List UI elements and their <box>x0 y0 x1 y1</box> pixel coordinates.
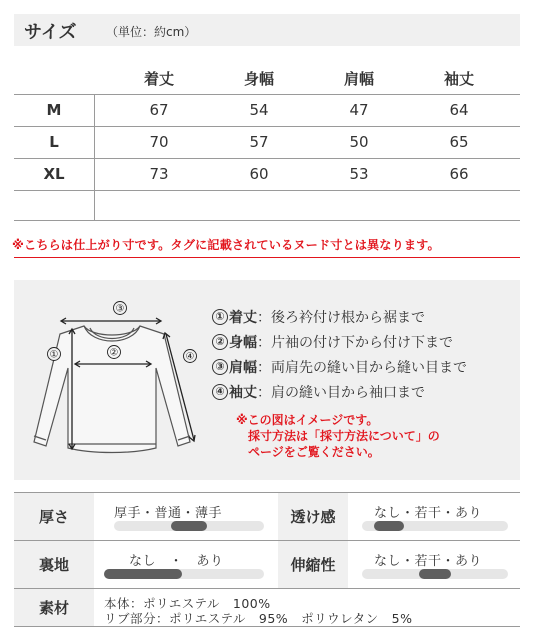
measurement-diagram-panel <box>14 280 520 480</box>
legend-label: 身幅 <box>229 334 257 351</box>
red-underline <box>14 257 520 258</box>
table-divider <box>14 190 520 191</box>
legend-desc: ：後ろ衿付け根から裾まで <box>257 309 425 326</box>
stretch-label: 伸縮性 <box>278 541 348 588</box>
legend-desc: ：片袖の付け下から付け下まで <box>257 334 453 351</box>
finished-size-note: ※こちらは仕上がり寸です。タグに記載されているヌード寸とは異なります。 <box>12 238 440 252</box>
table-column-divider <box>94 94 95 220</box>
stretch-indicator <box>419 569 451 579</box>
material-line: 本体：ポリエステル 100% <box>104 596 271 611</box>
marker-2: ② <box>109 347 119 359</box>
diagram-note-line: ※この図はイメージです。 <box>236 413 379 427</box>
diagram-note <box>236 412 440 460</box>
row-size-label: M <box>46 101 62 119</box>
table-cell: 65 <box>449 133 469 151</box>
shirt-illustration <box>32 294 202 464</box>
table-cell: 67 <box>149 101 169 119</box>
transparency-label: 透け感 <box>278 493 348 540</box>
table-cell: 60 <box>249 165 269 183</box>
table-divider <box>14 626 520 627</box>
transparency-indicator <box>374 521 404 531</box>
marker-3: ③ <box>115 303 125 315</box>
lining-label: 裏地 <box>14 541 94 588</box>
lining-indicator <box>104 569 182 579</box>
legend-desc: ：両肩先の縫い目から縫い目まで <box>257 359 467 376</box>
table-cell: 66 <box>449 165 469 183</box>
table-cell: 73 <box>149 165 169 183</box>
legend-item-shoulder <box>212 354 467 379</box>
table-cell: 54 <box>249 101 269 119</box>
row-size-label: XL <box>43 165 65 183</box>
size-title-bar <box>14 14 520 46</box>
lining-options: なし ・ あり <box>129 554 224 569</box>
legend-desc: ：肩の縫い目から袖口まで <box>257 384 425 401</box>
header-length: 着丈 <box>143 70 174 88</box>
table-cell: 50 <box>349 133 369 151</box>
legend-number: ① <box>212 309 228 325</box>
material-label: 素材 <box>14 589 94 626</box>
legend-label: 着丈 <box>229 309 257 326</box>
legend-label: 肩幅 <box>229 359 257 376</box>
table-divider <box>14 94 520 95</box>
stretch-options: なし・若干・あり <box>374 554 483 569</box>
material-text <box>104 596 413 626</box>
table-divider <box>14 220 520 221</box>
transparency-options: なし・若干・あり <box>374 506 483 521</box>
marker-1: ① <box>49 349 59 361</box>
table-cell: 47 <box>349 101 369 119</box>
thickness-options: 厚手・普通・薄手 <box>114 506 223 521</box>
header-shoulder: 肩幅 <box>343 70 374 88</box>
legend-number: ③ <box>212 359 228 375</box>
table-cell: 70 <box>149 133 169 151</box>
thickness-indicator <box>171 521 207 531</box>
table-cell: 53 <box>349 165 369 183</box>
table-divider <box>14 126 520 127</box>
table-cell: 57 <box>249 133 269 151</box>
row-size-label: L <box>49 133 59 151</box>
legend-number: ② <box>212 334 228 350</box>
header-sleeve: 袖丈 <box>443 70 474 88</box>
size-unit: （単位：約cm） <box>106 25 197 39</box>
legend-item-length <box>212 304 467 329</box>
header-width: 身幅 <box>243 70 274 88</box>
legend-item-width <box>212 329 467 354</box>
material-line: リブ部分：ポリエステル 95% ポリウレタン 5% <box>104 611 413 626</box>
diagram-note-line: ページをご覧ください。 <box>248 445 380 459</box>
diagram-note-line: 採寸方法は「採寸方法について」の <box>248 429 440 443</box>
table-divider <box>14 158 520 159</box>
marker-4: ④ <box>185 351 195 363</box>
thickness-label: 厚さ <box>14 493 94 540</box>
measurement-legend <box>212 304 467 404</box>
size-title: サイズ <box>24 22 77 43</box>
legend-number: ④ <box>212 384 228 400</box>
legend-item-sleeve <box>212 379 467 404</box>
legend-label: 袖丈 <box>229 384 257 401</box>
table-cell: 64 <box>449 101 469 119</box>
